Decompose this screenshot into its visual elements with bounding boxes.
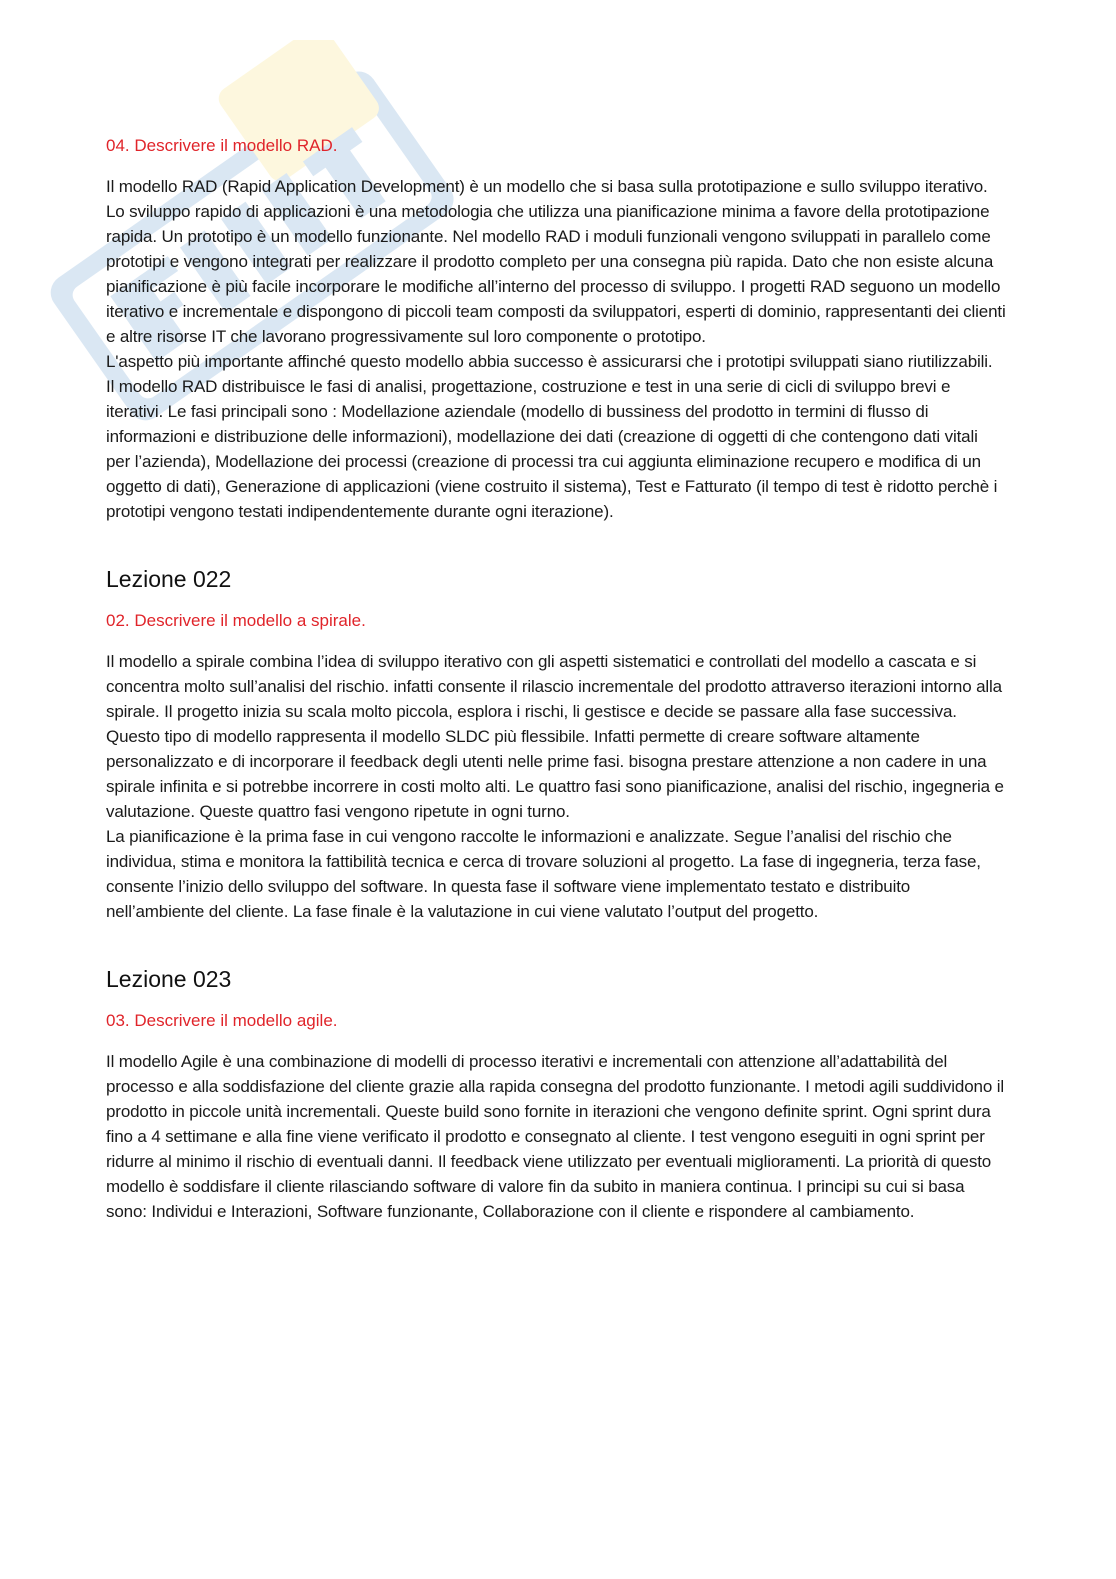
paragraph: Il modello Agile è una combinazione di modelli di processo iterativi e incrementali con attenzione all’adattabilità del processo e alla soddisfazione del cliente grazie alla rapida consegna del prodotto funzionante. I metodi agili suddividono il prodotto in piccole unità incrementali. Queste build sono fornite in iterazioni che vengono definite sprint. Ogni sprint dura fino a 4 settimane e alla fine viene verificato il prodotto e consegnato al cliente. I test vengono eseguiti in ogni sprint per ridurre al minimo il rischio di eventuali danni. Il feedback viene utilizzato per eventuali miglioramenti. La priorità di questo modello è soddisfare il cliente rilasciando software di valore fin da subito in maniera continua. I principi su cui si basa sono: Individui e Interazioni, Software funzionante, Collaborazione con il cliente e rispondere al cambiamento. <box>106 1052 1004 1221</box>
lesson-title: Lezione 022 <box>106 566 232 592</box>
paragraph: La pianificazione è la prima fase in cui vengono raccolte le informazioni e analizzate. Segue l’analisi del rischio che individua, stima e monitora la fattibilità tecnica e cerca di trovare soluzioni al progetto. La fase di ingegneria, terza fase, consente l’inizio dello sviluppo del software. In questa fase il software viene implementato testato e distribuito nell’ambiente del cliente. La fase finale è la valutazione in cui viene valutato l’output del progetto. <box>106 827 981 921</box>
question-heading: 04. Descrivere il modello RAD. <box>106 136 338 155</box>
document-page <box>106 133 1006 1224</box>
paragraph: L'aspetto più importante affinché questo modello abbia successo è assicurarsi che i prototipi sviluppati siano riutilizzabili. <box>106 352 993 371</box>
question-heading: 02. Descrivere il modello a spirale. <box>106 611 366 630</box>
paragraph: Il modello RAD (Rapid Application Development) è un modello che si basa sulla prototipazione e sullo sviluppo iterativo. Lo sviluppo rapido di applicazioni è una metodologia che utilizza una pianificazione minima a favore della prototipazione rapida. Un prototipo è un modello funzionante. Nel modello RAD i moduli funzionali vengono sviluppati in parallelo come prototipi e vengono integrati per realizzare il prodotto completo per una consegna più rapida. Dato che non esiste alcuna pianificazione è più facile incorporare le modifiche all’interno del processo di sviluppo. I progetti RAD seguono un modello iterativo e incrementale e dispongono di piccoli team composti da sviluppatori, esperti di dominio, rappresentanti dei clienti e altre risorse IT che lavorano progressivamente sul loro componente o prototipo. <box>106 177 1006 346</box>
lesson-title: Lezione 023 <box>106 966 232 992</box>
section-lezione-022 <box>106 564 1006 924</box>
paragraph: Il modello a spirale combina l’idea di sviluppo iterativo con gli aspetti sistematici e controllati del modello a cascata e si concentra molto sull’analisi del rischio. infatti consente il rilascio incrementale del prodotto attraverso iterazioni intorno alla spirale. Il progetto inizia su scala molto piccola, esplora i rischi, li gestisce e decide se passare alla fase successiva. Questo tipo di modello rappresenta il modello SLDC più flessibile. Infatti permette di creare software altamente personalizzato e di incorporare il feedback degli utenti nelle prime fasi. bisogna prestare attenzione a non cadere in una spirale infinita e si potrebbe incorrere in costi molto alti. Le quattro fasi sono pianificazione, analisi del rischio, ingegneria e valutazione. Queste quattro fasi vengono ripetute in ogni turno. <box>106 652 1004 821</box>
question-heading: 03. Descrivere il modello agile. <box>106 1011 338 1030</box>
section-rad <box>106 133 1006 524</box>
paragraph: Il modello RAD distribuisce le fasi di analisi, progettazione, costruzione e test in una serie di cicli di sviluppo brevi e iterativi. Le fasi principali sono : Modellazione aziendale (modello di bussiness del prodotto in termini di flusso di informazioni e distribuzione delle informazioni), modellazione dei dati (creazione di oggetti di che contengono dati vitali per l’azienda), Modellazione dei processi (creazione di processi tra cui aggiunta eliminazione recupero e modifica di un oggetto di dati), Generazione di applicazioni (viene costruito il sistema), Test e Fatturato (il tempo di test è ridotto perchè i prototipi vengono testati indipendentemente durante ogni iterazione). <box>106 377 998 521</box>
section-lezione-023 <box>106 964 1006 1224</box>
